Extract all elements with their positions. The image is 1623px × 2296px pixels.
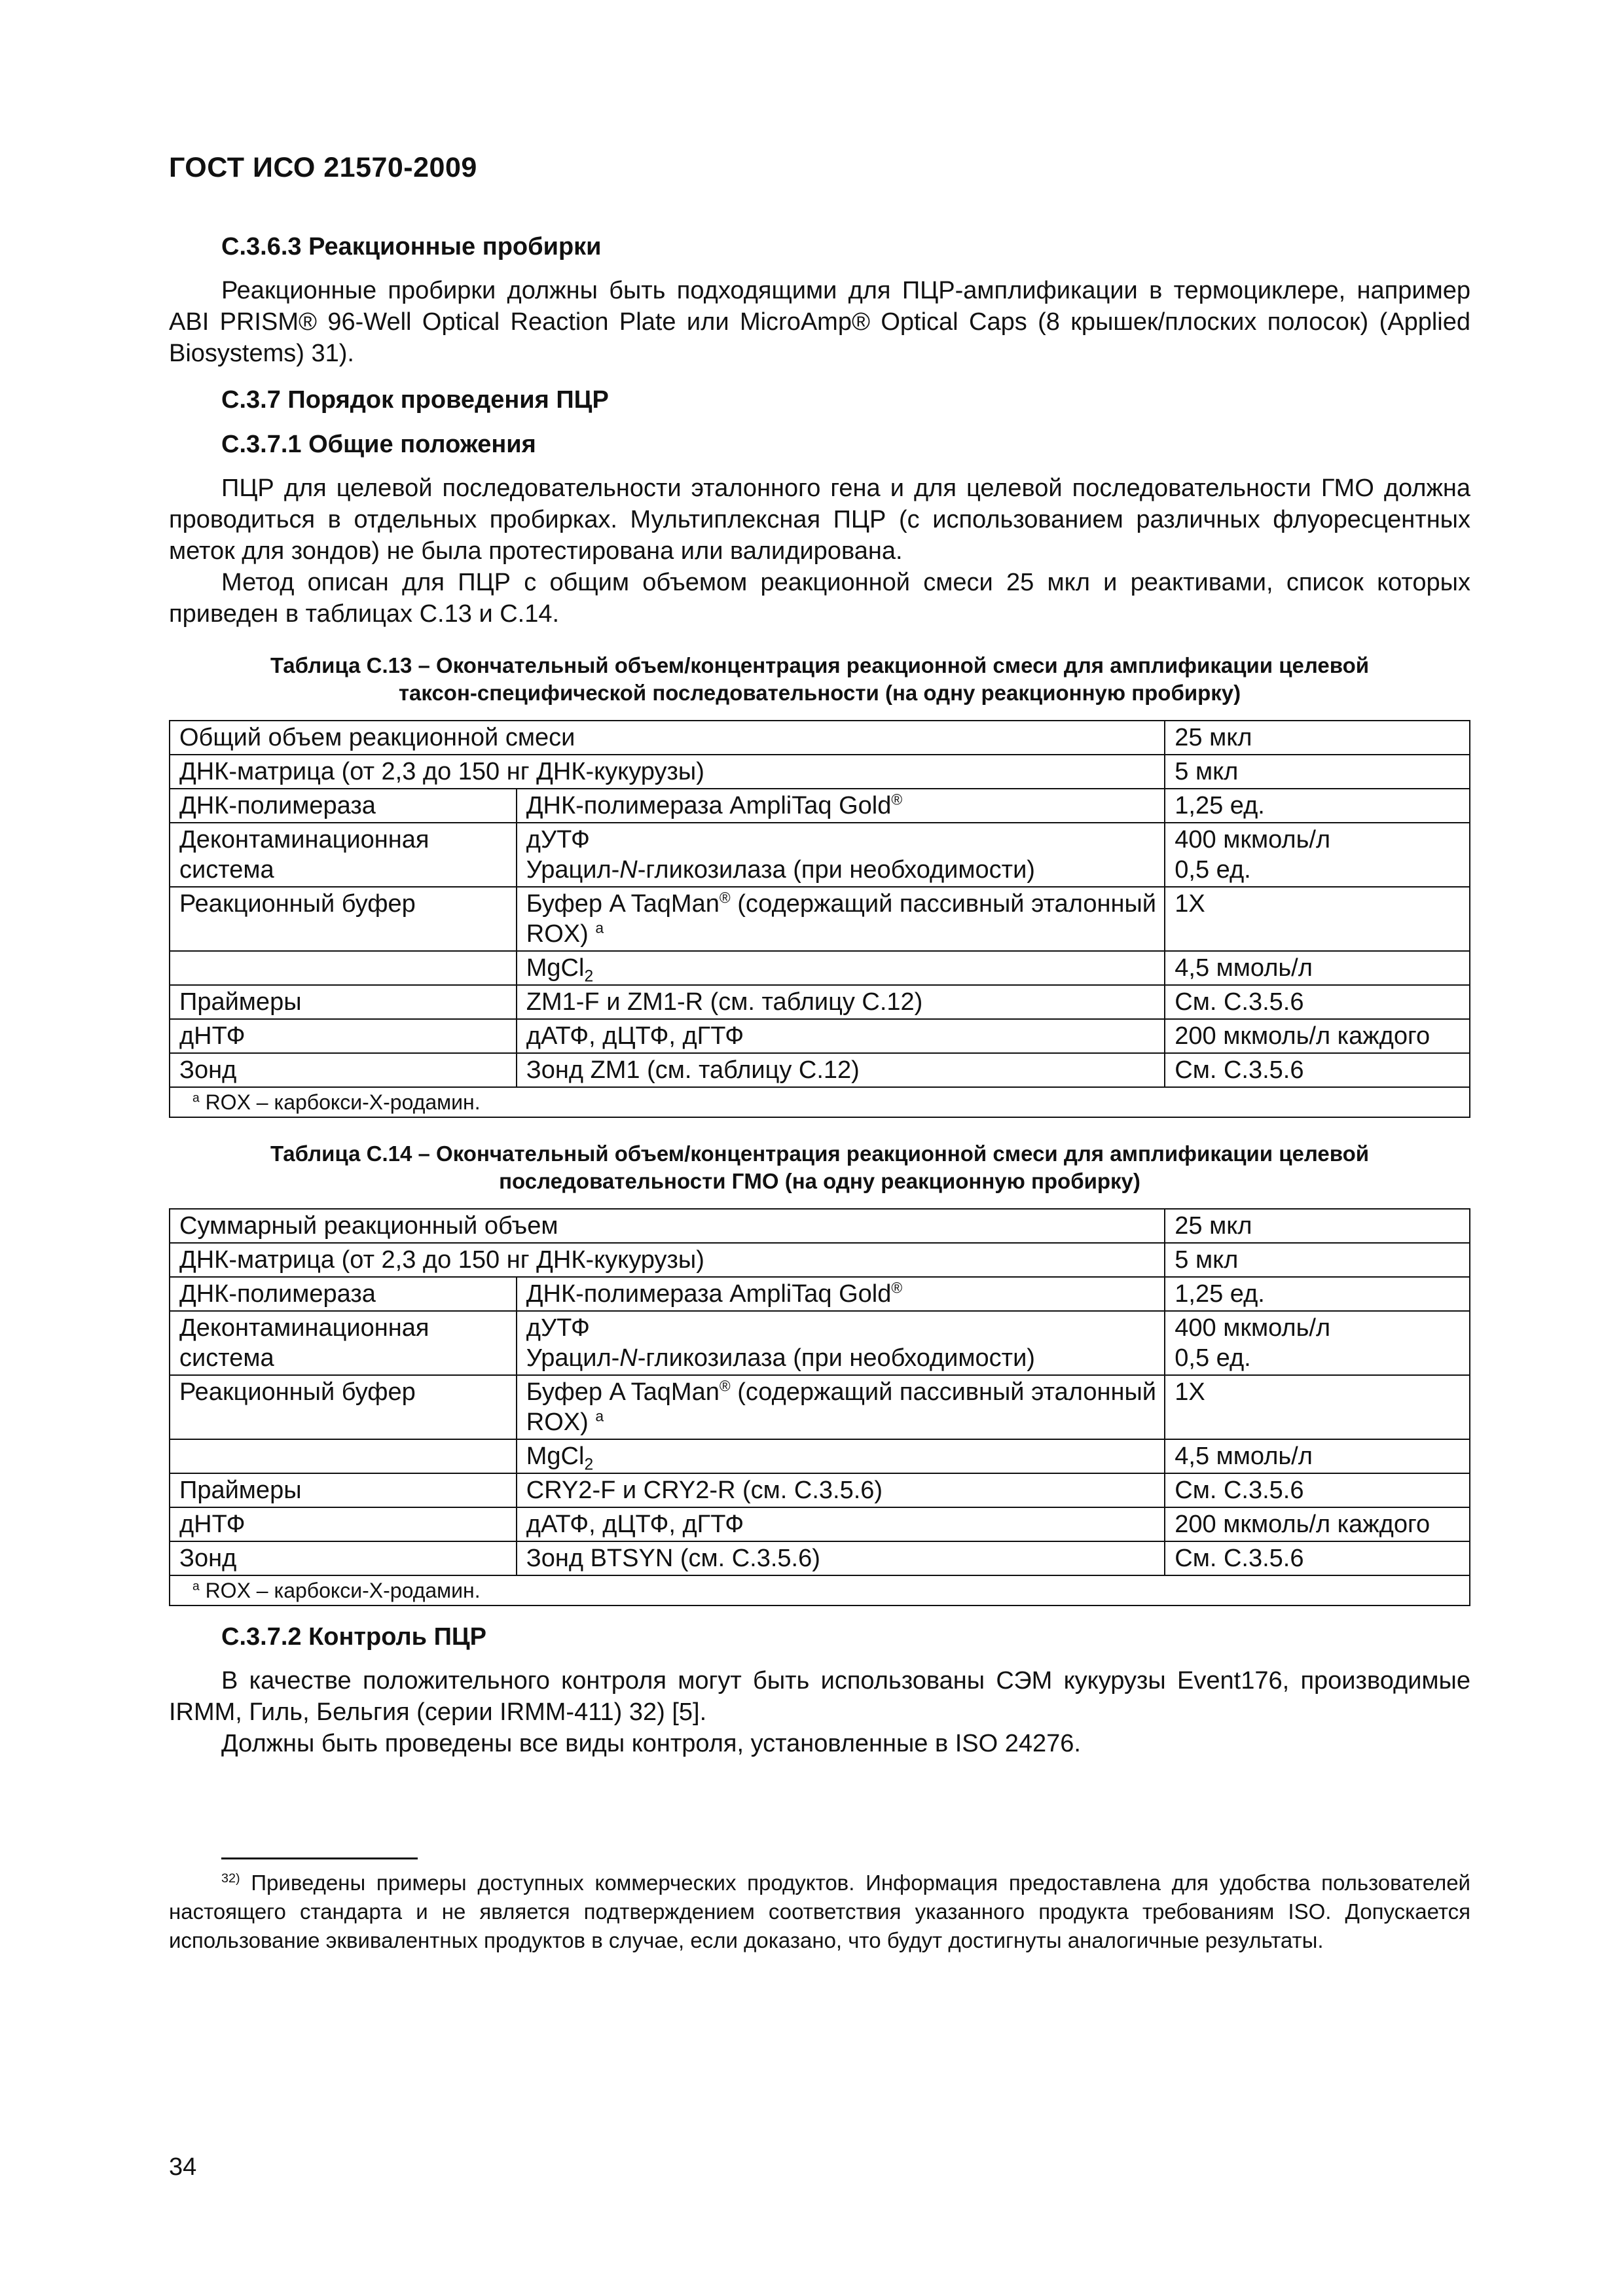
table-row [170,1507,1470,1541]
registered-mark: ® [891,791,903,808]
cell-line: Деконтаминационная [179,826,429,853]
cell-text: Урацил- [526,1344,620,1372]
table-cell: ДНК-матрица (от 2,3 до 150 нг ДНК-кукурузы) [170,755,1165,789]
table-cell: Праймеры [170,1473,517,1507]
cell-text: Буфер A TaqMan [526,1378,720,1406]
table-row [170,789,1470,823]
table-note [170,1575,1470,1605]
table-row [170,1019,1470,1053]
table-c14-caption [169,1140,1470,1195]
table-cell: Зонд BTSYN (см. С.3.5.6) [517,1541,1165,1575]
cell-text: MgCl [526,1443,585,1470]
table-c13 [169,720,1470,1118]
table-cell: Праймеры [170,985,517,1019]
table-row [170,1277,1470,1311]
page-number: 34 [169,2153,197,2181]
footnote-text: Приведены примеры доступных коммерческих продуктов. Информация предоставлена для удобства пользователей настоящего стандарта и не является подтверждением соответствия указанного продукта требованиям ISO. Допускается использование эквивалентных продуктов в случае, если доказано, что будут достигнуты аналогичные результаты. [169,1871,1470,1952]
table-cell [170,1311,517,1375]
table-note-ref: a [595,1407,604,1425]
table-cell [517,1277,1165,1311]
cell-text: Буфер A TaqMan [526,890,720,918]
table-cell: См. С.3.5.6 [1165,985,1470,1019]
table-c13-caption [169,652,1470,707]
table-c13-caption-line2: таксон-специфической последовательности (на одну реакционную пробирку) [398,681,1241,705]
footnote-32 [169,1869,1470,1955]
cell-text-italic: N [619,1344,638,1372]
table-cell: 1,25 ед. [1165,1277,1470,1311]
table-cell [517,1375,1165,1439]
table-cell: Общий объем реакционной смеси [170,721,1165,755]
section-heading-c363: С.3.6.3 Реакционные пробирки [221,233,602,260]
table-cell: Зонд ZM1 (см. таблицу С.12) [517,1053,1165,1087]
subscript: 2 [584,967,594,986]
footnote-mark: 32) [221,1871,240,1886]
cell-line [526,1343,1158,1373]
cell-text: Урацил- [526,856,620,884]
cell-line: Деконтаминационная [179,1314,429,1342]
table-row [170,1575,1470,1605]
table-cell: Суммарный реакционный объем [170,1209,1165,1243]
document-content [169,230,1470,1955]
cell-text: -гликозилаза (при необходимости) [637,1344,1035,1372]
table-cell: ДНК-полимераза [170,789,517,823]
table-row [170,823,1470,887]
registered-mark: ® [719,1377,731,1395]
table-cell: дАТФ, дЦТФ, дГТФ [517,1019,1165,1053]
table-cell: дНТФ [170,1507,517,1541]
table-row [170,721,1470,755]
cell-text-italic: N [619,856,638,884]
table-note-ref: a [595,919,604,937]
table-cell [517,951,1165,985]
table-cell: ZM1-F и ZM1-R (см. таблицу С.12) [517,985,1165,1019]
document-header: ГОСТ ИСО 21570-2009 [169,152,477,183]
table-cell: CRY2-F и CRY2-R (см. С.3.5.6) [517,1473,1165,1507]
table-cell [517,789,1165,823]
cell-line: система [179,856,274,884]
table-cell: См. С.3.5.6 [1165,1473,1470,1507]
table-row [170,755,1470,789]
table-cell [170,823,517,887]
table-cell: 5 мкл [1165,1243,1470,1277]
table-cell: дАТФ, дЦТФ, дГТФ [517,1507,1165,1541]
cell-line: 0,5 ед. [1175,856,1251,884]
table-c14-caption-line1: Таблица С.14 – Окончательный объем/концентрация реакционной смеси для амплификации целевой [270,1141,1370,1166]
table-note-text: ROX – карбокси-X-родамин. [199,1090,481,1114]
table-cell: 25 мкл [1165,1209,1470,1243]
table-cell: Зонд [170,1053,517,1087]
table-cell: 200 мкмоль/л каждого [1165,1019,1470,1053]
table-cell: 1X [1165,1375,1470,1439]
table-cell [170,951,517,985]
section-heading-c37: С.3.7 Порядок проведения ПЦР [221,386,609,414]
table-cell: 1,25 ед. [1165,789,1470,823]
table-cell: 4,5 ммоль/л [1165,1439,1470,1473]
table-row [170,1473,1470,1507]
table-cell: 1X [1165,887,1470,951]
table-cell: 200 мкмоль/л каждого [1165,1507,1470,1541]
cell-line: система [179,1344,274,1372]
footnote-divider [221,1857,418,1859]
cell-text: (содержащий пассивный эталонный ROX) [526,890,1156,948]
table-cell [170,1439,517,1473]
table-cell [517,1311,1165,1375]
paragraph-general-1: ПЦР для целевой последовательности эталонного гена и для целевой последовательности ГМО должна проводиться в отдельных пробирках. Мультиплексная ПЦР (с использованием различных флуоресцентных меток для зондов) не была протестирована или валидирована. [169,475,1470,565]
subscript: 2 [584,1456,594,1474]
table-cell: Зонд [170,1541,517,1575]
registered-mark: ® [891,1279,903,1297]
cell-line: 400 мкмоль/л [1175,1314,1331,1342]
table-note [170,1087,1470,1117]
table-note-mark: a [192,1091,200,1105]
paragraph-general-2: Метод описан для ПЦР с общим объемом реакционной смеси 25 мкл и реактивами, список которых приведен в таблицах С.13 и С.14. [169,569,1470,628]
table-cell: ДНК-полимераза [170,1277,517,1311]
paragraph-pcr-control-1: В качестве положительного контроля могут быть использованы СЭМ кукурузы Event176, производимые IRMM, Гиль, Бельгия (серии IRMM-411) 32) [5]. [169,1667,1470,1726]
table-cell: Реакционный буфер [170,887,517,951]
table-cell: 25 мкл [1165,721,1470,755]
cell-text: ДНК-полимераза AmpliTaq Gold [526,1280,892,1308]
table-c14 [169,1208,1470,1606]
cell-line: 0,5 ед. [1175,1344,1251,1372]
table-row [170,1087,1470,1117]
table-cell: См. С.3.5.6 [1165,1541,1470,1575]
table-c14-caption-line2: последовательности ГМО (на одну реакционную пробирку) [499,1169,1140,1193]
table-row [170,1541,1470,1575]
table-cell [517,1439,1165,1473]
table-cell [1165,823,1470,887]
section-heading-c372: С.3.7.2 Контроль ПЦР [221,1623,486,1651]
table-cell: ДНК-матрица (от 2,3 до 150 нг ДНК-кукурузы) [170,1243,1165,1277]
table-cell: См. С.3.5.6 [1165,1053,1470,1087]
cell-line: дУТФ [526,826,590,853]
table-cell: Реакционный буфер [170,1375,517,1439]
paragraph-pcr-control-2: Должны быть проведены все виды контроля, установленные в ISO 24276. [221,1730,1081,1757]
table-row [170,887,1470,951]
table-row [170,985,1470,1019]
cell-text: -гликозилаза (при необходимости) [637,856,1035,884]
cell-line: дУТФ [526,1314,590,1342]
table-note-text: ROX – карбокси-X-родамин. [199,1579,481,1602]
table-c13-caption-line1: Таблица С.13 – Окончательный объем/концентрация реакционной смеси для амплификации целевой [270,653,1370,677]
table-note-mark: a [192,1579,200,1594]
cell-line: 400 мкмоль/л [1175,826,1331,853]
table-cell [517,887,1165,951]
table-row [170,1311,1470,1375]
cell-text: (содержащий пассивный эталонный ROX) [526,1378,1156,1436]
table-row [170,1243,1470,1277]
table-row [170,1209,1470,1243]
table-row [170,1053,1470,1087]
table-row [170,1439,1470,1473]
cell-text: MgCl [526,954,585,982]
table-row [170,1375,1470,1439]
cell-text: ДНК-полимераза AmpliTaq Gold [526,792,892,819]
registered-mark: ® [719,889,731,906]
table-cell: 4,5 ммоль/л [1165,951,1470,985]
section-heading-c371: С.3.7.1 Общие положения [221,431,536,458]
table-cell: 5 мкл [1165,755,1470,789]
paragraph-reaction-tubes: Реакционные пробирки должны быть подходящими для ПЦР-амплификации в термоциклере, например ABI PRISM® 96-Well Optical Reaction Plate или MicroAmp® Optical Caps (8 крышек/плоских полосок) (Applied Biosystems) 31). [169,277,1470,367]
table-cell: дНТФ [170,1019,517,1053]
cell-line [526,855,1158,885]
table-row [170,951,1470,985]
table-cell [517,823,1165,887]
table-cell [1165,1311,1470,1375]
